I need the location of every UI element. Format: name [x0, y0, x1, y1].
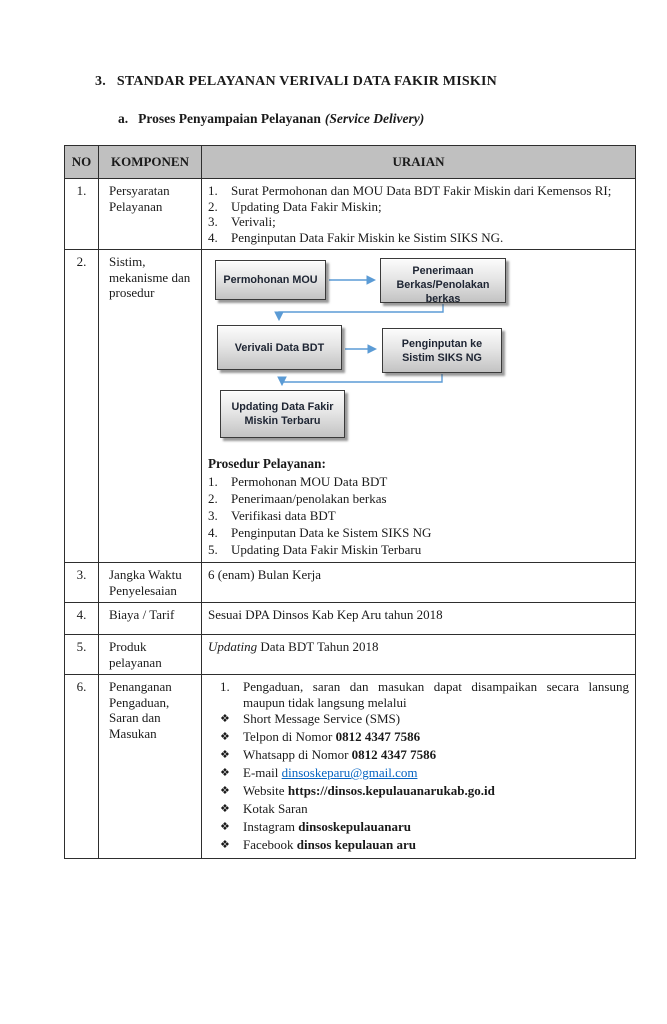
list-item — [220, 836, 629, 854]
flow-box-penginputan-siksng — [382, 328, 502, 373]
page-title — [95, 74, 497, 90]
item-text: Penerimaan/penolakan berkas — [231, 491, 387, 506]
list-item — [208, 490, 629, 507]
flow-box-label-line: Penginputan ke — [401, 337, 483, 350]
komponen-cell: Produk pelayanan — [99, 635, 202, 675]
flow-box-label: Permohonan MOU — [223, 274, 318, 286]
bullet-text: Kotak Saran — [243, 801, 308, 816]
list-item — [208, 214, 629, 230]
item-text: Pengaduan, saran dan masukan dapat disampaikan secara lansung maupun tidak langsung melalui — [243, 679, 629, 710]
table-row — [65, 675, 636, 859]
diamond-bullet-icon: ❖ — [220, 713, 230, 725]
uraian-text: Data BDT Tahun 2018 — [257, 639, 379, 654]
list-item — [220, 728, 629, 746]
list-item — [208, 524, 629, 541]
flow-box-label-line: Sistim SIKS NG — [402, 351, 482, 364]
header-no: NO — [65, 146, 99, 179]
diamond-bullet-icon: ❖ — [220, 749, 230, 761]
italic-word: Updating — [208, 639, 258, 654]
flow-box-label: Verivali Data BDT — [234, 341, 325, 354]
list-item — [208, 473, 629, 490]
header-uraian: URAIAN — [202, 146, 636, 179]
komponen-cell: Jangka Waktu Penyelesaian — [99, 563, 202, 603]
bullet-content — [243, 836, 416, 854]
list-item — [220, 679, 629, 710]
facebook-handle: dinsos kepulauan aru — [296, 837, 417, 852]
komponen-cell: Penanganan Pengaduan, Saran dan Masukan — [99, 675, 202, 859]
flow-box-label-line: Penerimaan — [412, 265, 474, 277]
bullet-content — [243, 764, 417, 782]
header-komponen: KOMPONEN — [99, 146, 202, 179]
page-title-text: STANDAR PELAYANAN VERIVALI DATA FAKIR MISKIN — [116, 74, 497, 89]
service-standard-table — [64, 145, 636, 859]
flow-box-label-line: Updating Data Fakir — [231, 401, 334, 413]
item-number: 2. — [208, 491, 218, 506]
diamond-bullet-icon: ❖ — [220, 785, 230, 797]
list-item — [208, 541, 629, 558]
list-item — [208, 230, 629, 246]
bullet-text: Instagram — [243, 819, 299, 834]
item-number: 5. — [208, 542, 218, 557]
item-number: 1. — [208, 474, 218, 489]
list-item — [220, 782, 629, 800]
item-number: 1. — [220, 679, 230, 694]
item-text: Penginputan Data Fakir Miskin ke Sistim SIKS NG. — [231, 229, 504, 245]
list-item — [220, 710, 629, 728]
diamond-bullet-icon: ❖ — [220, 821, 230, 833]
diamond-bullet-icon: ❖ — [220, 731, 230, 743]
uraian-cell — [202, 675, 636, 859]
bullet-text: Facebook — [243, 837, 297, 852]
bullet-text: Short Message Service (SMS) — [243, 711, 401, 726]
whatsapp-number: 0812 4347 7586 — [351, 747, 437, 762]
procedure-flowchart — [208, 254, 629, 448]
flow-box-label-line: Miskin Terbaru — [244, 415, 321, 427]
flow-box-verivali-data — [217, 325, 342, 370]
list-item — [220, 800, 629, 818]
item-number: 1. — [208, 183, 218, 198]
page-title-number: 3. — [95, 74, 106, 89]
list-item — [220, 818, 629, 836]
section-subtitle — [118, 111, 424, 127]
uraian-cell — [202, 635, 636, 675]
diamond-bullet-icon: ❖ — [220, 803, 230, 815]
diamond-bullet-icon: ❖ — [220, 839, 230, 851]
uraian-cell — [202, 250, 636, 563]
row-number: 3. — [65, 563, 99, 603]
item-text: Surat Permohonan dan MOU Data BDT Fakir Miskin dari Kemensos RI; — [231, 183, 612, 198]
subtitle-text-wrap — [138, 111, 424, 127]
list-item — [220, 764, 629, 782]
bullet-text: Website — [243, 783, 288, 798]
subtitle-letter: a. — [118, 111, 129, 126]
komponen-cell: Biaya / Tarif — [99, 603, 202, 635]
bullet-text: E-mail — [243, 765, 282, 780]
subtitle-text: Proses Penyampaian Pelayanan — [138, 111, 321, 126]
table-row — [65, 250, 636, 563]
phone-number: 0812 4347 7586 — [335, 729, 421, 744]
row-number: 6. — [65, 675, 99, 859]
item-number: 4. — [208, 525, 218, 540]
list-item — [220, 746, 629, 764]
website-url: https://dinsos.kepulauanarukab.go.id — [287, 783, 495, 798]
item-number: 2. — [208, 198, 218, 214]
row-number: 4. — [65, 603, 99, 635]
email-link[interactable]: dinsoskeparu@gmail.com — [281, 765, 418, 780]
list-item — [208, 183, 629, 199]
uraian-cell: 6 (enam) Bulan Kerja — [202, 563, 636, 603]
table-header-row — [65, 146, 636, 179]
row-number: 1. — [65, 179, 99, 250]
table-row — [65, 603, 636, 635]
bullet-content — [243, 800, 308, 818]
list-item — [208, 507, 629, 524]
bullet-text: Whatsapp di Nomor — [243, 747, 352, 762]
complaint-channels — [208, 679, 629, 854]
bullet-content — [243, 782, 495, 800]
item-text: Verivali; — [231, 214, 276, 229]
bullet-text: Telpon di Nomor — [243, 729, 336, 744]
komponen-cell: Persyaratan Pelayanan — [99, 179, 202, 250]
instagram-handle: dinsoskepulauanaru — [298, 819, 411, 834]
list-item — [208, 199, 629, 215]
table-row — [65, 563, 636, 603]
flow-box-label-line: berkas — [425, 293, 461, 303]
flow-box-permohonan-mou — [215, 260, 326, 300]
bullet-content — [243, 746, 436, 764]
row-number: 2. — [65, 250, 99, 563]
bullet-content — [243, 728, 420, 746]
row-number: 5. — [65, 635, 99, 675]
diamond-bullet-icon: ❖ — [220, 767, 230, 779]
procedure-list — [208, 473, 629, 558]
flow-box-updating-data — [220, 390, 345, 438]
flow-box-penerimaan-berkas — [380, 258, 506, 303]
komponen-cell: Sistim, mekanisme dan prosedur — [99, 250, 202, 563]
uraian-cell: Sesuai DPA Dinsos Kab Kep Aru tahun 2018 — [202, 603, 636, 635]
item-text: Permohonan MOU Data BDT — [231, 474, 388, 489]
item-number: 3. — [208, 508, 218, 523]
item-text: Verifikasi data BDT — [231, 508, 336, 523]
flow-box-label-line: Berkas/Penolakan — [396, 279, 490, 291]
table-row — [65, 179, 636, 250]
item-number: 4. — [208, 229, 218, 245]
procedure-heading: Prosedur Pelayanan: — [208, 456, 326, 471]
table-row — [65, 635, 636, 675]
item-text: Updating Data Fakir Miskin; — [231, 198, 382, 214]
bullet-content — [243, 710, 400, 728]
item-text: Penginputan Data ke Sistem SIKS NG — [231, 525, 432, 540]
item-number: 3. — [208, 214, 218, 229]
subtitle-italic: (Service Delivery) — [324, 111, 425, 126]
bullet-content — [243, 818, 411, 836]
item-text: Updating Data Fakir Miskin Terbaru — [231, 542, 422, 557]
uraian-cell — [202, 179, 636, 250]
